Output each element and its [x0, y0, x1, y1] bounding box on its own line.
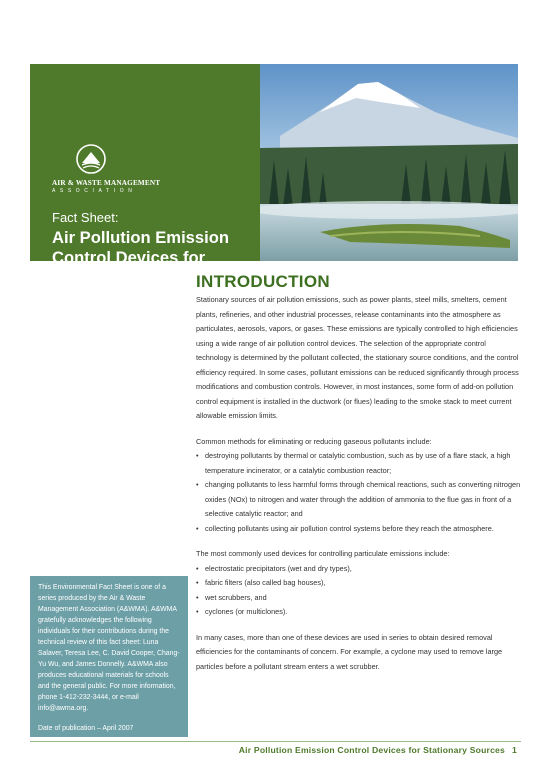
banner-green-panel	[30, 64, 260, 287]
particulate-intro: The most commonly used devices for controlling particulate emissions include:	[196, 549, 450, 558]
fact-sheet-label: Fact Sheet:	[52, 210, 119, 225]
intro-paragraph: Stationary sources of air pollution emissions, such as power plants, steel mills, smelters, cement plants, refineries, and other industrial processes, release contaminants into the atmosphere as particulates, aerosols, vapors, or gases. These emissions are typically controlled to high efficiencies using a wide range of air pollution control devices. The selection of the appropriate control technology is determined by the pollutant collected, the stationary source conditions, and the control efficiency required. In some cases, pollutant emissions can be reduced significantly through process modifications and combustion controls. However, in most instances, some form of add-on pollution control equipment is installed in the ductwork (or flues) leading to the smoke stack to meet current allowable emission limits.	[196, 295, 519, 420]
particulate-list	[196, 562, 522, 620]
page-number: 1	[512, 745, 517, 755]
gaseous-list	[196, 449, 522, 536]
footer	[239, 745, 517, 755]
org-name: AIR & WASTE MANAGEMENT	[52, 179, 161, 187]
awma-logo-icon	[76, 144, 106, 174]
closing-paragraph: In many cases, more than one of these devices are used in series to obtain desired removal efficiencies for the contaminants of concern. For example, a cyclone may used to remove large particles before a pollutant stream enters a wet scrubber.	[196, 632, 503, 671]
sidebar-text: This Environmental Fact Sheet is one of a series produced by the Air & Waste Management Association (A&WMA). A&WMA gratefully acknowledges the following individuals for their contributions during the technical review of this fact sheet: Luna Salaver, Teresa Lee, C. David Cooper, Chang-Yu Wu, and James Donnelly. A&WMA also produces educational materials for schools and the general public. For more information, phone 1-412-232-3444, or e-mail info@awma.org.	[38, 584, 180, 712]
main-content	[196, 272, 522, 674]
footer-divider	[30, 741, 521, 742]
mountain-lake-photo	[260, 64, 518, 261]
list-item: • wet scrubbers, and	[196, 591, 522, 606]
landscape-illustration	[260, 64, 518, 261]
section-heading: INTRODUCTION	[196, 272, 330, 291]
sidebar-note	[30, 576, 188, 737]
list-item: • fabric filters (also called bag houses),	[196, 576, 522, 591]
list-item: • collecting pollutants using air pollution control systems before they reach the atmosphere.	[196, 522, 522, 537]
list-item: • cyclones (or multiclones).	[196, 605, 522, 620]
list-item: • changing pollutants to less harmful forms through chemical reactions, such as converting nitrogen oxides (NOx) to nitrogen and water through the addition of ammonia to the flue gas in front of a selective catalytic reactor; and	[196, 478, 522, 522]
list-item: • destroying pollutants by thermal or catalytic combustion, such as by use of a flare stack, a high temperature incinerator, or a catalytic combustion reactor;	[196, 449, 522, 478]
gaseous-intro: Common methods for eliminating or reducing gaseous pollutants include:	[196, 436, 432, 446]
org-sub: ASSOCIATION	[52, 188, 137, 194]
page-title: Air Pollution Emission Control Devices for Stationary Sources	[52, 228, 230, 287]
list-item: • electrostatic precipitators (wet and dry types),	[196, 562, 522, 577]
publication-date: Date of publication – April 2007	[38, 725, 134, 732]
footer-title: Air Pollution Emission Control Devices for Stationary Sources	[238, 745, 506, 755]
